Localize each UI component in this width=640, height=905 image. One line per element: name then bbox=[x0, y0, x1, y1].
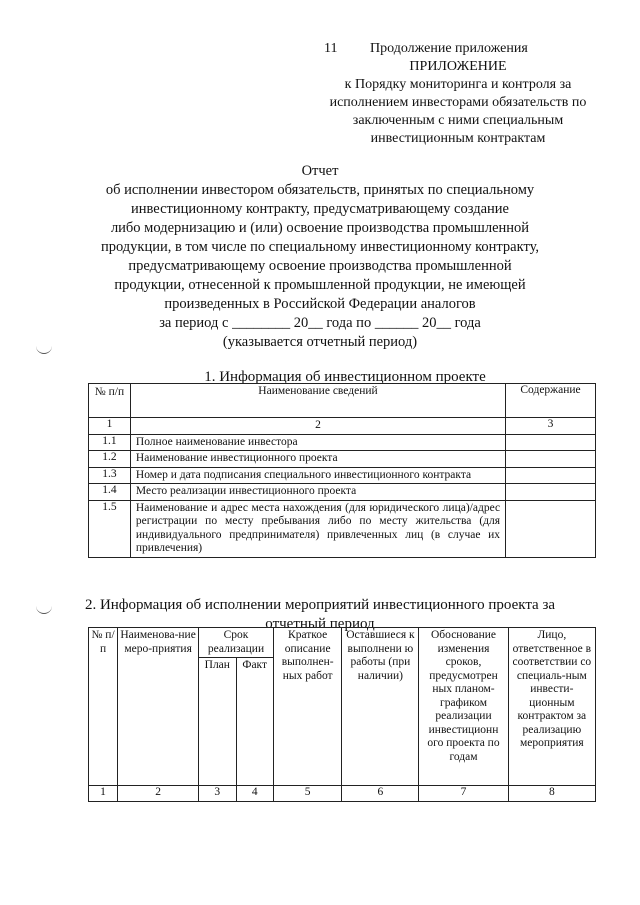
section2-title-line1: 2. Информация об исполнении мероприятий инвестиционного проекта за bbox=[84, 597, 556, 613]
col-header-term: Срок реализации bbox=[199, 628, 274, 658]
report-line: продукции, отнесенной к промышленной продукции, не имеющей bbox=[114, 277, 526, 293]
col-header-name: Наименова-ние меро-приятия bbox=[118, 628, 199, 786]
header-first-line bbox=[324, 40, 528, 58]
index-cell: 2 bbox=[130, 418, 505, 435]
index-cell: 4 bbox=[236, 786, 273, 802]
col-header-fact: Факт bbox=[236, 658, 273, 786]
index-cell: 5 bbox=[273, 786, 342, 802]
table-row bbox=[89, 467, 596, 484]
table-index-row bbox=[89, 786, 596, 802]
header-appendix-block bbox=[318, 58, 598, 148]
row-name: Номер и дата подписания специального инвестиционного контракта bbox=[130, 467, 505, 484]
table-row bbox=[89, 434, 596, 451]
appendix-description: к Порядку мониторинга и контроля за исполнением инвесторами обязательств по заключенным с ними специальным инвестиционным контрактам bbox=[329, 77, 587, 146]
index-cell: 7 bbox=[419, 786, 508, 802]
row-name: Наименование и адрес места нахождения (для юридического лица)/адрес регистрации по месту пребывания либо по месту жительства (для индивидуального предпринимателя) привлеченных лиц (в случае их привлечения) bbox=[130, 500, 505, 557]
row-number: 1.2 bbox=[89, 451, 131, 468]
col-header-num: № п/п bbox=[89, 384, 131, 418]
section1-title: 1. Информация об инвестиционном проекте bbox=[204, 369, 486, 385]
report-line: продукции, в том числе по специальному инвестиционному контракту, bbox=[100, 239, 540, 255]
activities-table bbox=[88, 627, 596, 802]
row-number: 1.3 bbox=[89, 467, 131, 484]
index-cell: 1 bbox=[89, 786, 118, 802]
row-number: 1.5 bbox=[89, 500, 131, 557]
col-header-justification: Обоснование изменения сроков, предусмотрен ных планом-графиком реализации инвестиционн ого проекта по годам bbox=[419, 628, 508, 786]
index-cell: 8 bbox=[508, 786, 595, 802]
col-header-description: Краткое описание выполнен-ных работ bbox=[273, 628, 342, 786]
row-value[interactable] bbox=[506, 484, 596, 501]
table-row bbox=[89, 500, 596, 557]
table-row bbox=[89, 451, 596, 468]
col-header-responsible: Лицо, ответственное в соответствии со специаль-ным инвести-ционным контрактом за реализацию мероприятия bbox=[508, 628, 595, 786]
index-cell: 3 bbox=[506, 418, 596, 435]
table-row bbox=[89, 484, 596, 501]
index-cell: 1 bbox=[89, 418, 131, 435]
report-period-line: за период с ________ 20__ года по ______ 20__ года bbox=[159, 315, 481, 331]
project-info-table bbox=[88, 383, 596, 558]
col-header-plan: План bbox=[199, 658, 236, 786]
index-cell: 2 bbox=[118, 786, 199, 802]
table-header-row bbox=[89, 628, 596, 658]
page-number: 11 bbox=[324, 41, 338, 56]
continuation-label: Продолжение приложения bbox=[370, 41, 528, 56]
row-value[interactable] bbox=[506, 467, 596, 484]
row-value[interactable] bbox=[506, 451, 596, 468]
report-line: произведенных в Российской Федерации аналогов bbox=[164, 296, 476, 312]
table-index-row bbox=[89, 418, 596, 435]
section2-title-line2: отчетный период bbox=[265, 616, 375, 632]
appendix-label: ПРИЛОЖЕНИЕ bbox=[409, 59, 507, 74]
table-header-row bbox=[89, 384, 596, 418]
col-header-name: Наименование сведений bbox=[130, 384, 505, 418]
report-line: предусматривающему освоение производства промышленной bbox=[128, 258, 512, 274]
col-header-num: № п/п bbox=[89, 628, 118, 786]
report-line: либо модернизацию и (или) освоение производства промышленной bbox=[110, 220, 530, 236]
row-number: 1.1 bbox=[89, 434, 131, 451]
row-name: Наименование инвестиционного проекта bbox=[130, 451, 505, 468]
report-line: инвестиционному контракту, предусматривающему создание bbox=[131, 201, 509, 217]
row-number: 1.4 bbox=[89, 484, 131, 501]
report-title: Отчет bbox=[301, 163, 339, 179]
col-header-remaining: Оставшиеся к выполнени ю работы (при наличии) bbox=[342, 628, 419, 786]
row-value[interactable] bbox=[506, 500, 596, 557]
report-title-block bbox=[0, 162, 640, 352]
index-cell: 3 bbox=[199, 786, 236, 802]
margin-mark bbox=[36, 346, 52, 354]
report-line: об исполнении инвестором обязательств, принятых по специальному bbox=[105, 182, 535, 198]
report-period-note: (указывается отчетный период) bbox=[222, 334, 418, 350]
row-name: Полное наименование инвестора bbox=[130, 434, 505, 451]
index-cell: 6 bbox=[342, 786, 419, 802]
row-value[interactable] bbox=[506, 434, 596, 451]
row-name: Место реализации инвестиционного проекта bbox=[130, 484, 505, 501]
col-header-value: Содержание bbox=[506, 384, 596, 418]
